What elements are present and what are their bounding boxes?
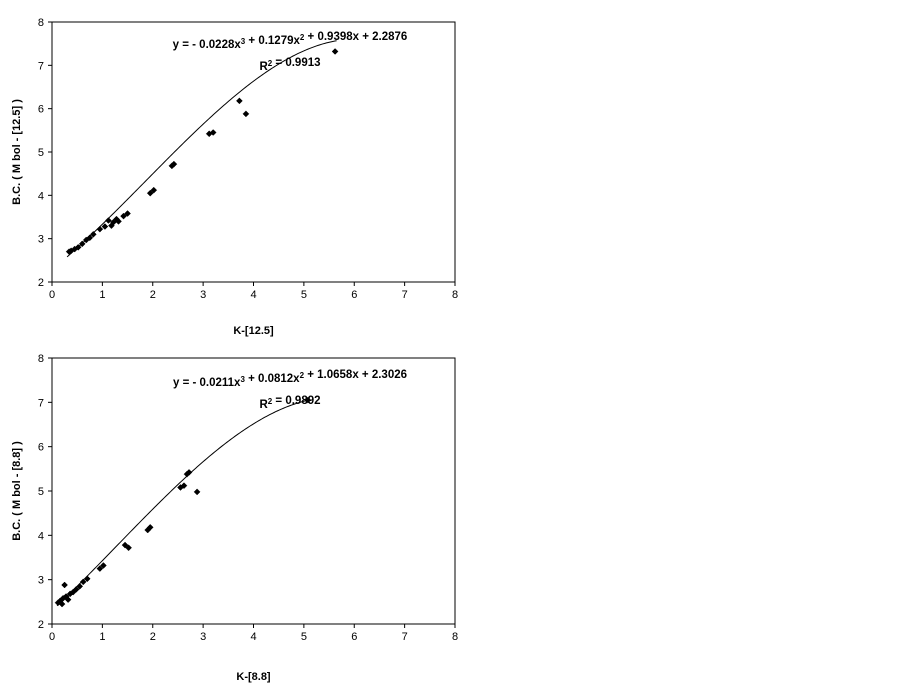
y-tick-label: 3 (37, 233, 44, 246)
y-tick-label: 3 (37, 574, 44, 587)
x-axis-title: K-[12.5] (233, 325, 274, 337)
chart-bottom (0, 338, 560, 686)
x-tick-label: 0 (48, 289, 56, 301)
y-tick-label: 2 (37, 619, 44, 631)
x-tick-label: 2 (149, 631, 156, 643)
fit-curve (67, 41, 337, 257)
y-tick-label: 5 (37, 486, 44, 498)
data-point (243, 111, 249, 117)
data-point (236, 98, 242, 104)
x-tick-label: 5 (300, 631, 307, 643)
x-tick-label: 5 (300, 289, 307, 301)
data-point (194, 489, 200, 495)
plot-frame (52, 22, 455, 282)
y-tick-label: 6 (37, 103, 44, 116)
x-tick-label: 0 (48, 631, 56, 643)
plot-area-top (0, 0, 560, 340)
y-tick-label: 6 (37, 441, 44, 454)
x-axis-title: K-[8.8] (236, 671, 271, 683)
x-tick-label: 3 (200, 289, 207, 301)
data-point (62, 582, 68, 588)
x-tick-label: 6 (351, 289, 358, 301)
x-tick-label: 8 (451, 289, 459, 301)
annotation-equation: y = - $0.0228x^3 + 0.1279x^2 + 0.9398x + 2.2876$ (172, 31, 408, 51)
y-tick-label: 8 (37, 17, 44, 29)
y-axis-title: B.C. ( M bol - [12.5] ) (11, 99, 23, 205)
y-tick-label: 4 (37, 190, 44, 203)
x-tick-label: 8 (451, 631, 459, 643)
x-tick-label: 7 (401, 289, 408, 301)
y-axis-title: B.C. ( M bol - [8.8] ) (11, 441, 23, 541)
y-tick-label: 2 (37, 277, 44, 289)
annotation-equation: y = - $0.0211x^3 + 0.0812x^2 + 1.0658x + 2.3026$ (172, 369, 408, 389)
x-tick-label: 2 (149, 289, 156, 301)
y-tick-label: 8 (37, 353, 44, 365)
y-tick-label: 5 (37, 147, 44, 159)
plot-area-bottom (0, 338, 560, 686)
x-tick-label: 1 (99, 631, 106, 643)
plot-frame (52, 358, 455, 624)
annotation-r-squared: $R^2 = 0.9892$ (259, 395, 321, 411)
chart-top (0, 0, 560, 340)
x-tick-label: 6 (351, 631, 358, 643)
x-tick-label: 1 (99, 289, 106, 301)
annotation-r-squared: $R^2 = 0.9913$ (259, 57, 321, 73)
data-point (97, 226, 103, 232)
x-tick-label: 7 (401, 631, 408, 643)
x-tick-label: 3 (200, 631, 207, 643)
y-tick-label: 4 (37, 530, 44, 543)
y-tick-label: 7 (37, 397, 44, 410)
data-point (332, 48, 338, 54)
y-tick-label: 7 (37, 60, 44, 73)
fit-curve (57, 400, 309, 606)
x-tick-label: 4 (250, 631, 257, 643)
x-tick-label: 4 (250, 289, 257, 301)
